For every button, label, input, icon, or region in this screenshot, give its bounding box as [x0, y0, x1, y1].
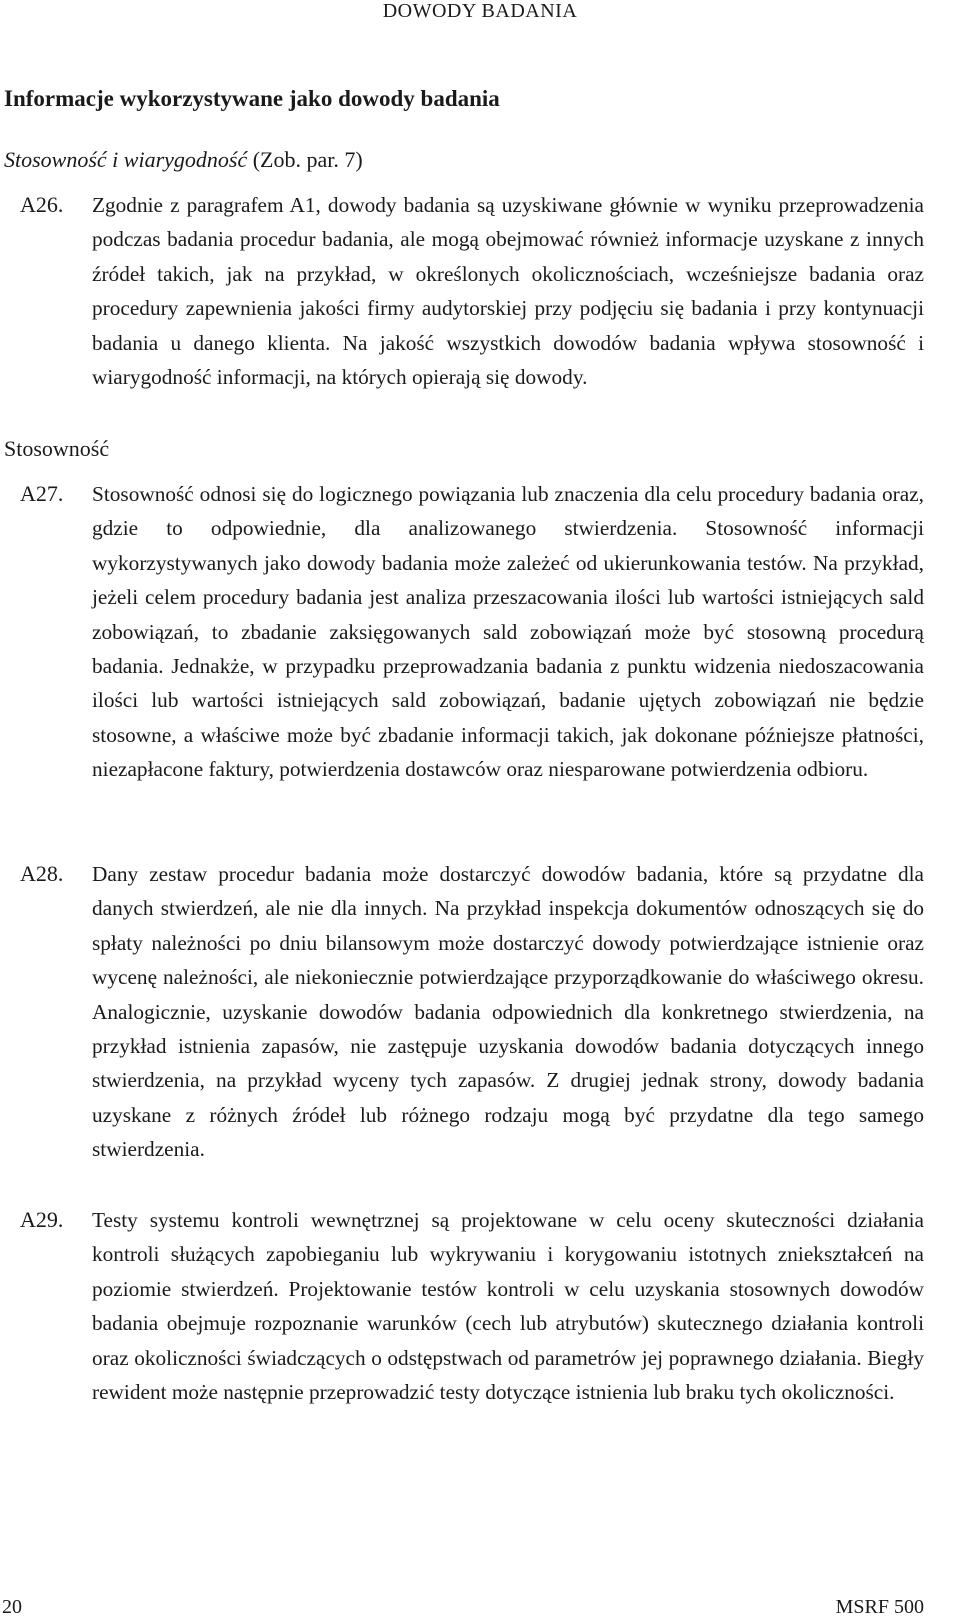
paragraph-number: A26. [20, 192, 64, 217]
paragraph-text: Zgodnie z paragrafem A1, dowody badania są uzyskiwane głównie w wyniku przeprowadzenia podczas badania procedur badania, ale mogą obejmować również informacje uzyskane z innych źródeł takich, jak na przykład, w określonych okolicznościach, wcześniejsze badania oraz procedury zapewnienia jakości firmy audytorskiej przy podjęciu się badania i przy kontynuacji badania u danego klienta. Na jakość wszystkich dowodów badania wpływa stosowność i wiarygodność informacji, na których opierają się dowody. [92, 193, 924, 390]
section-title: Informacje wykorzystywane jako dowody badania [4, 86, 500, 111]
document-code: MSRF 500 [835, 1596, 924, 1618]
paragraph-number: A28. [20, 861, 64, 886]
page-number: 20 [2, 1596, 22, 1618]
subheading-relevance-reliability [4, 145, 363, 175]
paragraph-number: A27. [20, 481, 64, 506]
paragraph-text: Testy systemu kontroli wewnętrznej są projektowane w celu oceny skuteczności działania kontroli służących zapobieganiu lub wykrywaniu i korygowaniu istotnych zniekształceń na poziomie stwierdzeń. Projektowanie testów kontroli w celu uzyskania stosownych dowodów badania obejmuje rozpoznanie warunków (cech lub atrybutów) skutecznego działania kontroli oraz okoliczności świadczących o odstępstwach od parametrów jej poprawnego działania. Biegły rewident może następnie przeprowadzić testy dotyczące istnienia lub braku tych okoliczności. [92, 1208, 924, 1405]
subheading-italic: Stosowność i wiarygodność [4, 147, 248, 172]
subheading-relevance: Stosowność [4, 436, 110, 461]
running-header: DOWODY BADANIA [382, 0, 578, 22]
paragraph-number: A29. [20, 1207, 64, 1232]
paragraph-text: Stosowność odnosi się do logicznego powiązania lub znaczenia dla celu procedury badania oraz, gdzie to odpowiednie, dla analizowanego stwierdzenia. Stosowność informacji wykorzystywanych jako dowody badania może zależeć od ukierunkowania testów. Na przykład, jeżeli celem procedury badania jest analiza przeszacowania ilości lub wartości istniejących sald zobowiązań, to zbadanie zaksięgowanych sald zobowiązań może być stosowną procedurą badania. Jednakże, w przypadku przeprowadzania badania z punktu widzenia niedoszacowania ilości lub wartości istniejących sald zobowiązań, badanie ujętych zobowiązań nie będzie stosowne, a właściwe może być zbadanie informacji takich, jak dokonane późniejsze płatności, niezapłacone faktury, potwierdzenia dostawców oraz niesparowane potwierdzenia odbioru. [92, 482, 924, 782]
paragraph-text: Dany zestaw procedur badania może dostarczyć dowodów badania, które są przydatne dla danych stwierdzeń, ale nie dla innych. Na przykład inspekcja dokumentów odnoszących się do spłaty należności po dniu bilansowym może dostarczyć dowody potwierdzające istnienie oraz wycenę należności, ale niekoniecznie potwierdzające przyporządkowanie do właściwego okresu. Analogicznie, uzyskanie dowodów badania odpowiednich dla konkretnego stwierdzenia, na przykład istnienia zapasów, nie zastępuje uzyskania dowodów badania dotyczących innego stwierdzenia, na przykład wyceny tych zapasów. Z drugiej jednak strony, dowody badania uzyskane z różnych źródeł lub różnego rodzaju mogą być przydatne dla tego samego stwierdzenia. [92, 862, 924, 1162]
subheading-reference: (Zob. par. 7) [247, 147, 363, 172]
